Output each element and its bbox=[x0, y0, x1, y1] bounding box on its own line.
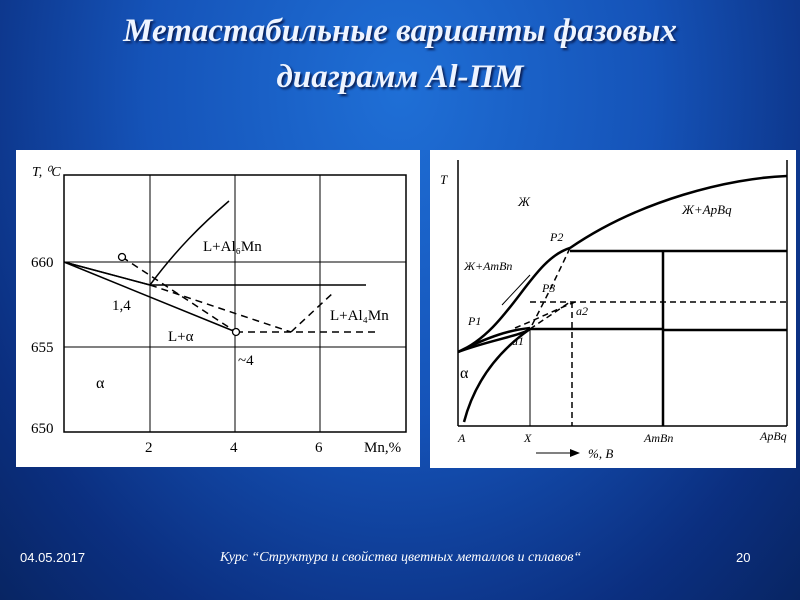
y-tick-650: 650 bbox=[31, 421, 54, 437]
al-mn-phase-diagram bbox=[16, 150, 420, 467]
label-a2: a2 bbox=[576, 304, 588, 318]
region-label-l-al4mn: L+Al₄Mn bbox=[330, 308, 389, 324]
aux2 bbox=[64, 257, 122, 262]
label-p2: P2 bbox=[550, 230, 564, 244]
label-apbq: ApBq bbox=[760, 429, 787, 443]
x-axis-label: Mn,% bbox=[364, 440, 402, 456]
label-p3: P3 bbox=[542, 281, 556, 295]
footer-date: 04.05.2017 bbox=[20, 550, 86, 565]
x-axis-label: %, B bbox=[588, 446, 614, 461]
aux3 bbox=[518, 302, 787, 329]
label-alpha: α bbox=[460, 365, 469, 382]
point-label-4: ~4 bbox=[238, 353, 254, 369]
aux4 bbox=[64, 257, 122, 262]
footer-course-title: Курс “Структура и свойства цветных металлов и сплавов“ bbox=[220, 550, 582, 565]
label-p1: P1 bbox=[468, 314, 482, 328]
region-label-l-al6mn: L+Al₆Mn bbox=[203, 239, 262, 255]
dashed-liquidus-al4mn bbox=[291, 292, 334, 332]
generic-diagram-svg bbox=[430, 150, 796, 468]
solidus-upper bbox=[64, 262, 150, 285]
point-label-1-4: 1,4 bbox=[112, 298, 131, 314]
point-solubility-al6mn bbox=[119, 254, 126, 261]
point-solubility-al4mn bbox=[233, 329, 240, 336]
al-mn-diagram-svg bbox=[16, 150, 420, 467]
slide-title bbox=[0, 8, 800, 100]
label-a1: a1 bbox=[512, 334, 524, 348]
region-label-alpha: α bbox=[96, 375, 105, 392]
x-tick-4: 4 bbox=[230, 440, 238, 456]
region-label-l-alpha: L+α bbox=[168, 329, 194, 345]
label-x: X bbox=[524, 431, 532, 445]
title-line-2: диаграмм Al-ПМ bbox=[276, 59, 524, 95]
y-tick-660: 660 bbox=[31, 255, 54, 271]
y-tick-655: 655 bbox=[31, 340, 54, 356]
label-liquid-ambn: Ж+AmBn bbox=[464, 259, 513, 273]
arrow-head-icon bbox=[570, 449, 580, 457]
dashed-solidus-metastable bbox=[515, 302, 575, 328]
x-tick-2: 2 bbox=[145, 440, 153, 456]
label-a: A bbox=[458, 431, 466, 445]
y-axis-label: T bbox=[440, 172, 448, 187]
footer-page-number: 20 bbox=[736, 550, 751, 565]
label-liquid-apbq: Ж+ApBq bbox=[682, 202, 732, 217]
aux5 bbox=[64, 257, 122, 262]
x-tick-6: 6 bbox=[315, 440, 323, 456]
generic-metastable-phase-diagram bbox=[430, 150, 796, 468]
y-axis-label: T, ⁰C bbox=[32, 165, 61, 180]
label-liquid: Ж bbox=[518, 194, 530, 209]
aux bbox=[64, 257, 122, 262]
title-line-1: Метастабильные варианты фазовых bbox=[123, 13, 677, 49]
label-ambn: AmBn bbox=[644, 431, 674, 445]
liquidus-right bbox=[570, 176, 787, 248]
